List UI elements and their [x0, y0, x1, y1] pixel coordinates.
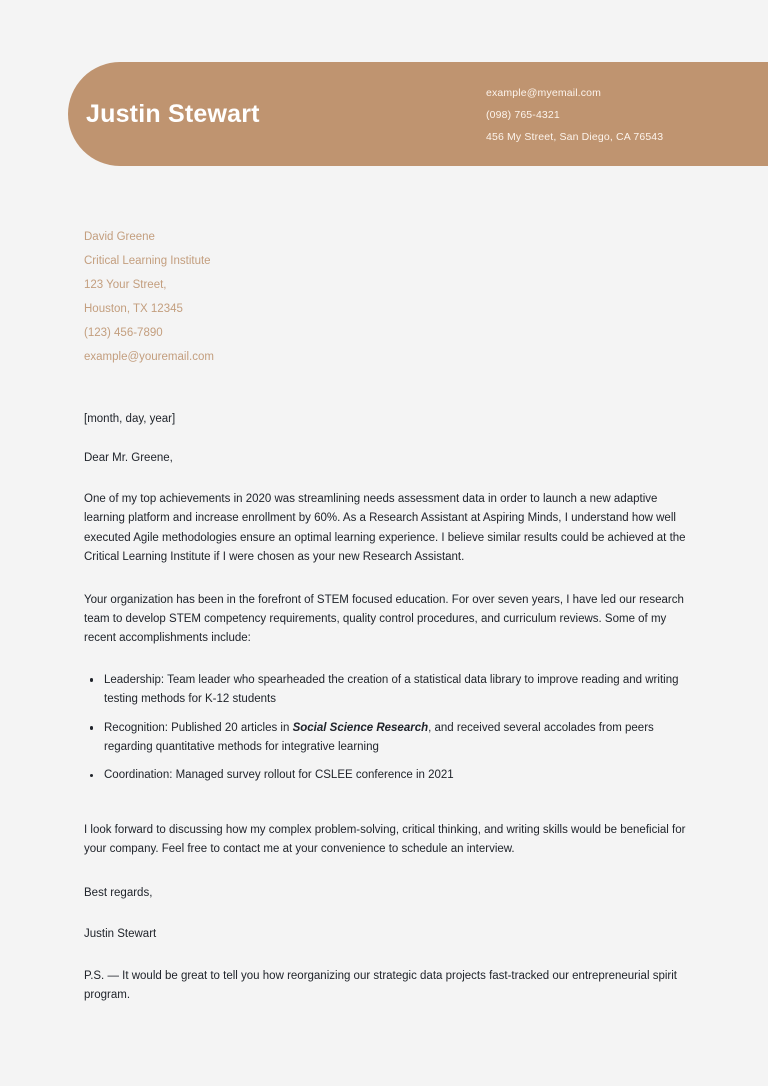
sender-phone: (098) 765-4321: [486, 109, 560, 121]
letterhead-banner: [68, 62, 768, 166]
letter-paragraph-2: Your organization has been in the forefront of STEM focused education. For over seven years, I have led our research team to develop STEM competency requirements, quality control procedures, and curriculum reviews. Some of my recent accomplishments include:: [84, 593, 684, 645]
sender-email: example@myemail.com: [486, 87, 602, 99]
letter-date: [month, day, year]: [84, 413, 176, 425]
letter-signoff: Best regards,: [84, 886, 153, 899]
list-item: [84, 719, 688, 758]
recipient-organization: Critical Learning Institute: [84, 255, 211, 267]
accomplishments-list: [84, 671, 688, 786]
bullet-dot-icon: [90, 678, 93, 681]
list-item-text: Leadership: Team leader who spearheaded the creation of a statistical data library to improve reading and writing testing methods for K-12 students: [104, 673, 679, 706]
recipient-email: example@youremail.com: [84, 351, 214, 363]
letter-body: [84, 225, 688, 1017]
letter-paragraph-1: One of my top achievements in 2020 was streamlining needs assessment data in order to launch a new adaptive learning platform and increase enrollment by 60%. As a Research Assistant at Aspiring Minds, I understand how well executed Agile methodologies ensure an optimal learning experience. I believe similar results could be achieved at the Critical Learning Institute if I were chosen as your new Research Assistant.: [84, 493, 686, 564]
list-item-text: Coordination: Managed survey rollout for CSLEE conference in 2021: [104, 769, 454, 782]
letter-closing-paragraph: I look forward to discussing how my complex problem-solving, critical thinking, and writing skills would be beneficial for your company. Feel free to contact me at your convenience to schedule an interview.: [84, 823, 686, 856]
list-item: [84, 671, 688, 710]
letter-postscript: P.S. — It would be great to tell you how reorganizing our strategic data projects fast-tracked our entrepreneurial spirit program.: [84, 969, 677, 1002]
bullet-dot-icon: [90, 726, 93, 729]
list-item-text-tail: , and received several accolades from peers regarding quantitative methods for integrative learning: [104, 721, 654, 754]
letter-salutation: Dear Mr. Greene,: [84, 452, 173, 464]
sender-name: Justin Stewart: [86, 99, 260, 128]
sender-address: 456 My Street, San Diego, CA 76543: [486, 131, 664, 143]
sender-name-block: [86, 100, 486, 129]
letter-signature-name: Justin Stewart: [84, 927, 157, 940]
recipient-street: 123 Your Street,: [84, 279, 167, 291]
list-item: [84, 766, 688, 785]
list-item-emphasis: Social Science Research: [292, 721, 429, 734]
recipient-block: [84, 225, 688, 369]
bullet-dot-icon: [90, 774, 93, 777]
recipient-city-state-zip: Houston, TX 12345: [84, 303, 183, 315]
list-item-text: Recognition: Published 20 articles in: [104, 721, 293, 734]
recipient-name: David Greene: [84, 231, 155, 243]
recipient-phone: (123) 456-7890: [84, 327, 163, 339]
sender-contact-block: [486, 85, 768, 143]
